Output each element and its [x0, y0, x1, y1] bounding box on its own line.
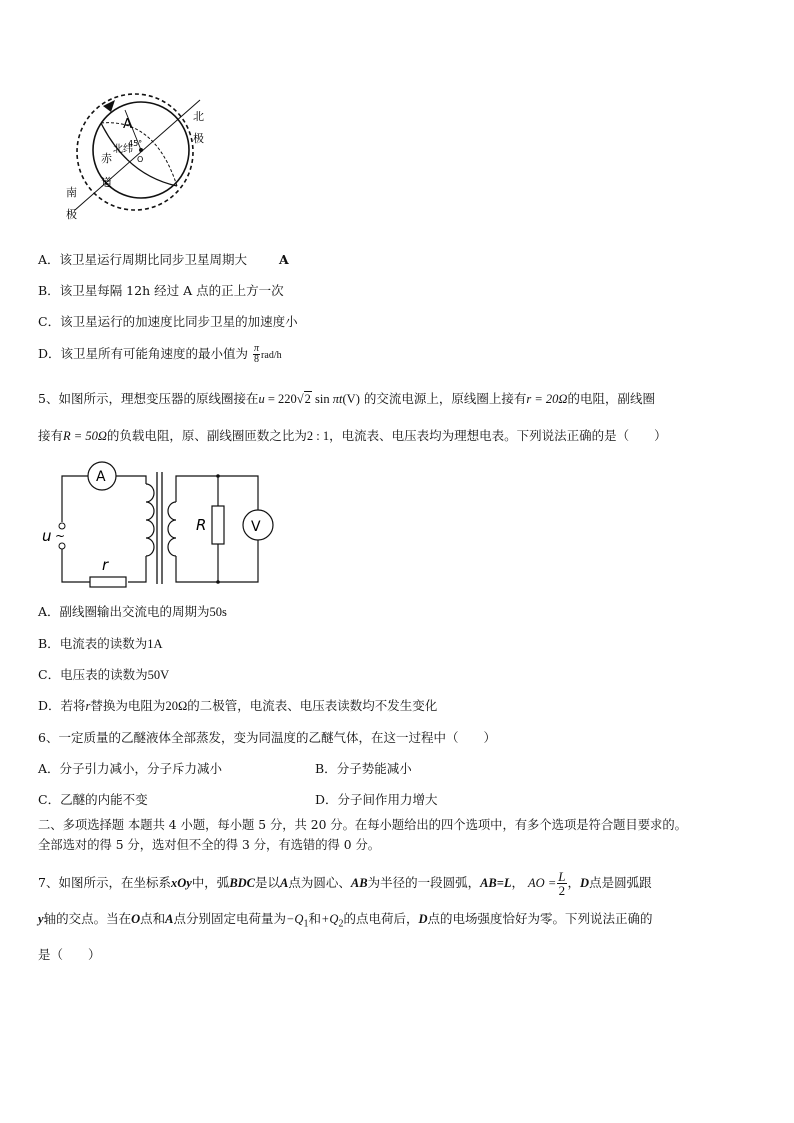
north-pole-char-2: 极 [193, 132, 204, 145]
q4-option-c: C．该卫星运行的加速度比同步卫星的加速度小 [38, 314, 298, 329]
R-label: R [196, 516, 207, 534]
globe-figure [55, 90, 225, 230]
ammeter-label: A [96, 469, 106, 485]
transformer-circuit [38, 460, 278, 590]
section2-line1: 二、多项选择题 本题共 4 小题，每小题 5 分，共 20 分。在每小题给出的四个选项中，有多个选项是符合题目要求的。 [38, 818, 687, 832]
south-pole-char-2: 极 [66, 208, 77, 221]
q5-option-c: C．电压表的读数为50V [38, 667, 170, 682]
q6-option-b: B．分子势能减小 [315, 761, 412, 776]
section2-line2: 全部选对的得 5 分，选对但不全的得 3 分，有选错的得 0 分。 [38, 838, 381, 852]
q6-option-c: C．乙醚的内能不变 [38, 792, 148, 807]
q6-option-d: D．分子间作用力增大 [315, 792, 438, 807]
q4-option-d: D．该卫星所有可能角速度的最小值为 $\frac{\pi}{8}$ rad/h [38, 343, 282, 365]
omega-fraction: $\frac{\pi}{8}$ [254, 343, 260, 365]
q5-option-a: A．副线圈输出交流电的周期为50s [38, 604, 227, 619]
point-a-label: A [123, 117, 132, 132]
source-tilde: ~ [55, 529, 66, 543]
latitude-label: 北纬 [113, 144, 133, 155]
q4-option-b: B．该卫星每隔 12h 经过 A 点的正上方一次 [38, 283, 284, 298]
voltmeter-label: V [251, 519, 261, 535]
q6-option-a: A．分子引力减小，分子斥力减小 [38, 761, 223, 776]
q7-stem-line2: y轴的交点。当在O点和A点分别固定电荷量为$-Q_1$和$+Q_2$的点电荷后，D点的电场强度恰好为零。下列说法正确的 [38, 911, 653, 930]
angle-label: 45° [128, 139, 143, 148]
q5-option-b: B．电流表的读数为1A [38, 636, 163, 651]
ao-fraction: $\frac{L}{2}$ [558, 869, 566, 898]
center-label: O [137, 155, 144, 164]
north-pole-char-1: 北 [193, 110, 204, 123]
equator-char-1: 赤 [101, 152, 112, 165]
south-pole-char-1: 南 [66, 186, 77, 199]
r-label: r [102, 556, 109, 574]
q5-option-d: D．若将r替换为电阻为20Ω的二极管，电流表、电压表读数均不发生变化 [38, 698, 438, 713]
q7-stem-line1: 7、如图所示，在坐标系xOy中，弧BDC是以A点为圆心、AB为半径的一段圆弧，AB=L， AO = $\frac{L}{2}$ ，D点是圆弧跟 [38, 869, 652, 898]
source-u-label: u [42, 527, 52, 545]
q5-stem-line1: 5、如图所示，理想变压器的原线圈接在u = 220√2 sin πt(V) 的交流电源上，原线圈上接有r = 20Ω的电阻，副线圈 [38, 391, 655, 406]
q7-stem-line3: 是（ ） [38, 947, 101, 962]
q4-option-a: A．该卫星运行周期比同步卫星周期大 A [38, 252, 289, 267]
q5-stem-line2: 接有R = 50Ω的负载电阻，原、副线圈匝数之比为2 : 1，电流表、电压表均为理想电表。下列说法正确的是（ ） [38, 428, 667, 443]
equator-char-2: 道 [101, 176, 112, 189]
q6-stem: 6、一定质量的乙醚液体全部蒸发，变为同温度的乙醚气体，在这一过程中（ ） [38, 730, 496, 745]
